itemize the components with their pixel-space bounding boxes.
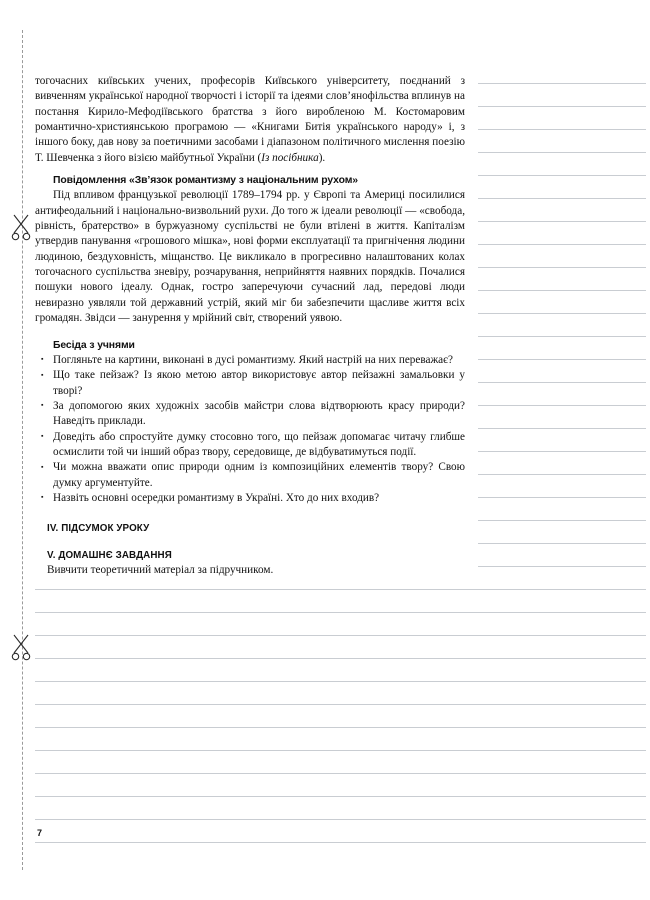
ruled-line [478,543,646,544]
ruled-line [478,244,646,245]
ruled-line [35,635,646,636]
intro-paragraph [35,74,465,166]
ruled-line [478,474,646,475]
ruled-line [478,129,646,130]
ruled-line [478,359,646,360]
ruled-line [478,290,646,291]
ruled-line [478,520,646,521]
ruled-line [478,152,646,153]
ruled-line [478,313,646,314]
scissors-icon [10,632,36,662]
intro-paragraph-source: Із посібника [261,151,319,164]
ruled-line [35,727,646,728]
ruled-line [478,405,646,406]
ruled-line [478,566,646,567]
ruled-line [35,681,646,682]
message-heading: Повідомлення «Зв’язок романтизму з національним рухом» [53,175,358,187]
lesson-text-column [35,74,465,578]
list-item: ▪ Назвіть основні осередки романтизму в Україні. Хто до них входив? [35,491,465,506]
ruled-line [478,428,646,429]
ruled-line [35,819,646,820]
talk-heading: Бесіда з учнями [53,339,135,351]
list-item: ▪ За допомогою яких художніх засобів майстри слова відтворюють красу природи? Наведіть приклади. [35,399,465,430]
ruled-line [478,497,646,498]
scissors-icon [10,212,36,242]
ruled-line [478,106,646,107]
ruled-line [35,773,646,774]
ruled-line [478,198,646,199]
spacer [35,537,465,548]
section-five-heading: V. ДОМАШНЄ ЗАВДАННЯ [47,549,172,561]
message-paragraph: Під впливом французької революції 1789–1794 рр. у Європі та Америці посилилися антифеодальний і національно-визвольний рухи. До того ж ідеали революції — «свобода, рівність, братерство» в буржуазному суспільстві не були втілені в життя. Капіталізм утвердив панування «грошового мішка», нові форми експлуатації та пригнічення людини людиною, бездуховність, міщанство. Це викликало в прогресивно налаштованих колах тогочасного суспільства зневіру, розчарування, неприйняття наявних порядків. Почалися пошуки нового ідеалу. Однак, гостро заперечуючи сучасний лад, передові люди невиразно уявляли той державний устрій, який міг би забезпечити щасливе життя всіх громадян. Звідси — занурення у мрійний світ, створений уявою. [35,189,465,325]
section-five-text: Вивчити теоретичний матеріал за підручником. [47,563,274,576]
ruled-line [35,842,646,843]
ruled-line [478,451,646,452]
ruled-line [35,658,646,659]
spacer [35,506,465,521]
ruled-line [478,267,646,268]
page-number: 7 [37,828,43,838]
ruled-line [35,589,646,590]
list-item: ▪ Що таке пейзаж? Із якою метою автор використовує автор пейзажні замальовки у творі? [35,368,465,399]
ruled-line [478,83,646,84]
list-item: ▪ Чи можна вважати опис природи одним із композиційних елементів твору? Свою думку аргументуйте. [35,460,465,491]
ruled-line [35,612,646,613]
ruled-line [478,175,646,176]
ruled-line [35,796,646,797]
ruled-line [35,704,646,705]
intro-paragraph-tail: ). [318,151,326,164]
section-four-heading: IV. ПІДСУМОК УРОКУ [47,523,150,535]
ruled-line [35,750,646,751]
list-item: ▪ Погляньте на картини, виконані в дусі романтизму. Який настрій на них переважає? [35,353,465,368]
spacer [35,327,465,338]
list-item: ▪ Доведіть або спростуйте думку стосовно того, що пейзаж допомагає читачу глибше осмислити той чи інший образ твору, середовище, де відбуватимуться події. [35,430,465,461]
ruled-line [478,221,646,222]
intro-paragraph-text: тогочасних київських учених, професорів Київського університету, поєднаний з вивченням української народної творчості і історії та ідеями слов’янофільства вплинув на постання Кирило-Мефодіївського братства з його виробленою М. Костомаровим романтично-християнською програмою — «Книгами Битія українського народу» і, з іншого боку, дав нову за поетичними засобами і діапазоном політичного мислення поезію Т. Шевченка з його візією майбутньої України ( [35,75,465,164]
spacer [35,166,465,173]
ruled-line [478,336,646,337]
ruled-line [478,382,646,383]
question-list [35,353,465,506]
dashed-cut-line [22,30,23,870]
